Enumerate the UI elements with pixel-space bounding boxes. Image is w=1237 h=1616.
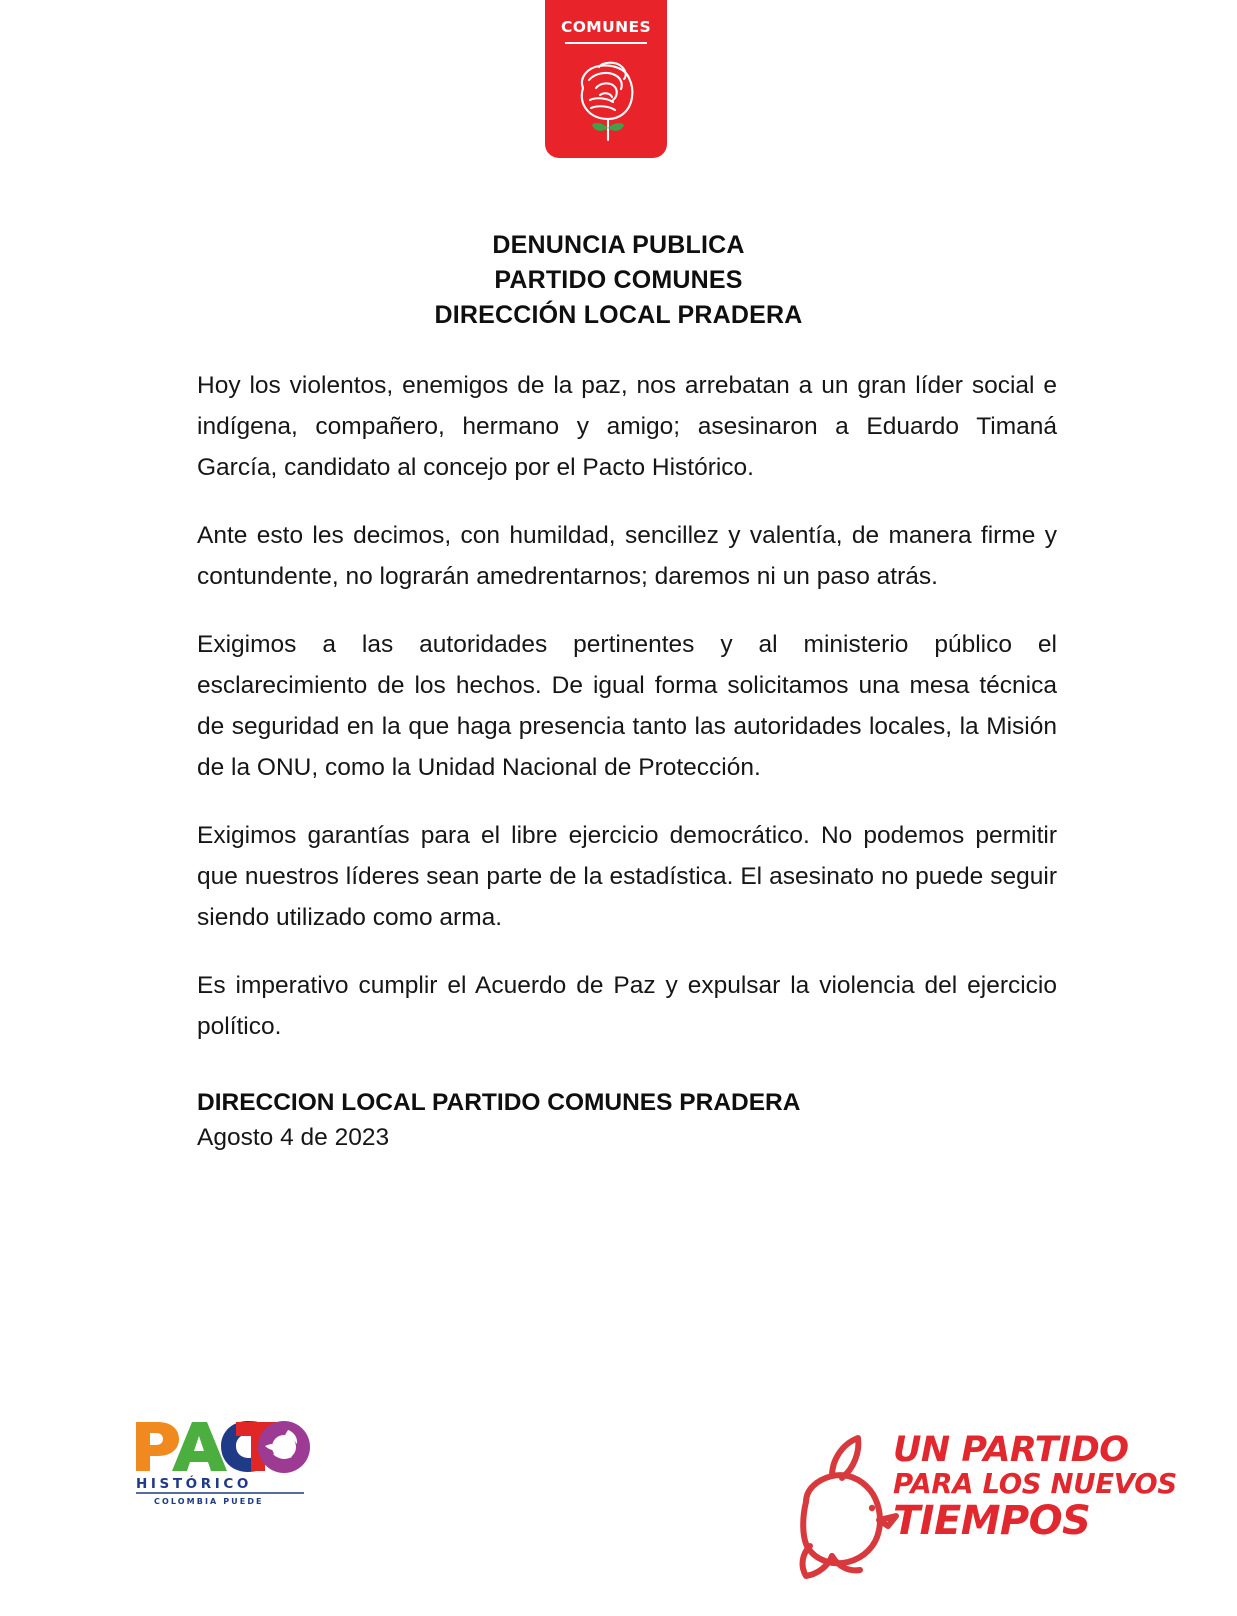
tricolor-red-segment — [525, 1534, 782, 1543]
paragraph: Hoy los violentos, enemigos de la paz, nos arrebatan a un gran líder social e indígena, compañero, hermano y amigo; asesinaron a Eduardo Timaná García, candidato al concejo por el Pacto Histórico. — [197, 372, 1057, 481]
signature-block — [197, 1086, 1057, 1156]
tricolor-blue-segment — [265, 1534, 525, 1543]
title-line-1: DENUNCIA PUBLICA — [492, 231, 745, 259]
slogan-block — [893, 1432, 1223, 1542]
leaf-right-icon — [608, 123, 624, 131]
comunes-wordmark: COMUNES — [560, 18, 652, 36]
paragraph: Ante esto les decimos, con humildad, sencillez y valentía, de manera firme y contundente, no lograrán amedrentarnos; daremos ni un paso atrás. — [197, 522, 1057, 590]
comunes-logo-card — [545, 0, 667, 158]
page-title — [0, 228, 1237, 333]
slogan-line-1: UN PARTIDO — [893, 1430, 1129, 1470]
pacto-subtitle: HISTÓRICO — [136, 1476, 252, 1492]
title-line-3: DIRECCIÓN LOCAL PRADERA — [434, 301, 803, 329]
pacto-letter-p — [136, 1422, 179, 1471]
signature-date: Agosto 4 de 2023 — [197, 1124, 390, 1151]
pacto-wordmark-icon — [132, 1416, 310, 1506]
signature-name: DIRECCION LOCAL PARTIDO COMUNES PRADERA — [197, 1089, 801, 1116]
document-body — [197, 365, 1057, 1047]
tricolor-bar — [0, 1534, 782, 1543]
pacto-letter-a — [172, 1422, 227, 1471]
dove-eye-icon — [869, 1505, 875, 1511]
leaf-left-icon — [592, 123, 608, 131]
slogan-line-2: PARA LOS NUEVOS — [893, 1468, 1177, 1500]
tricolor-amber-segment — [0, 1534, 265, 1543]
pacto-historico-logo — [132, 1416, 310, 1506]
pacto-letter-o — [258, 1421, 310, 1473]
paragraph: Es imperativo cumplir el Acuerdo de Paz y expulsar la violencia del ejercicio político. — [197, 972, 1057, 1040]
rose-fist-icon — [569, 48, 643, 148]
slogan-line-3: TIEMPOS — [893, 1498, 1091, 1544]
paragraph: Exigimos garantías para el libre ejercicio democrático. No podemos permitir que nuestros líderes sean parte de la estadística. El asesinato no puede seguir siendo utilizado como arma. — [197, 822, 1057, 931]
comunes-divider — [565, 42, 647, 44]
title-line-2: PARTIDO COMUNES — [494, 266, 743, 294]
comunes-logo — [545, 0, 667, 158]
pacto-tagline: COLOMBIA PUEDE — [154, 1497, 264, 1506]
paragraph: Exigimos a las autoridades pertinentes y al ministerio público el esclarecimiento de los hechos. De igual forma solicitamos una mesa técnica de seguridad en la que haga presencia tanto las autoridades locales, la Misión de la ONU, como la Unidad Nacional de Protección. — [197, 631, 1057, 781]
